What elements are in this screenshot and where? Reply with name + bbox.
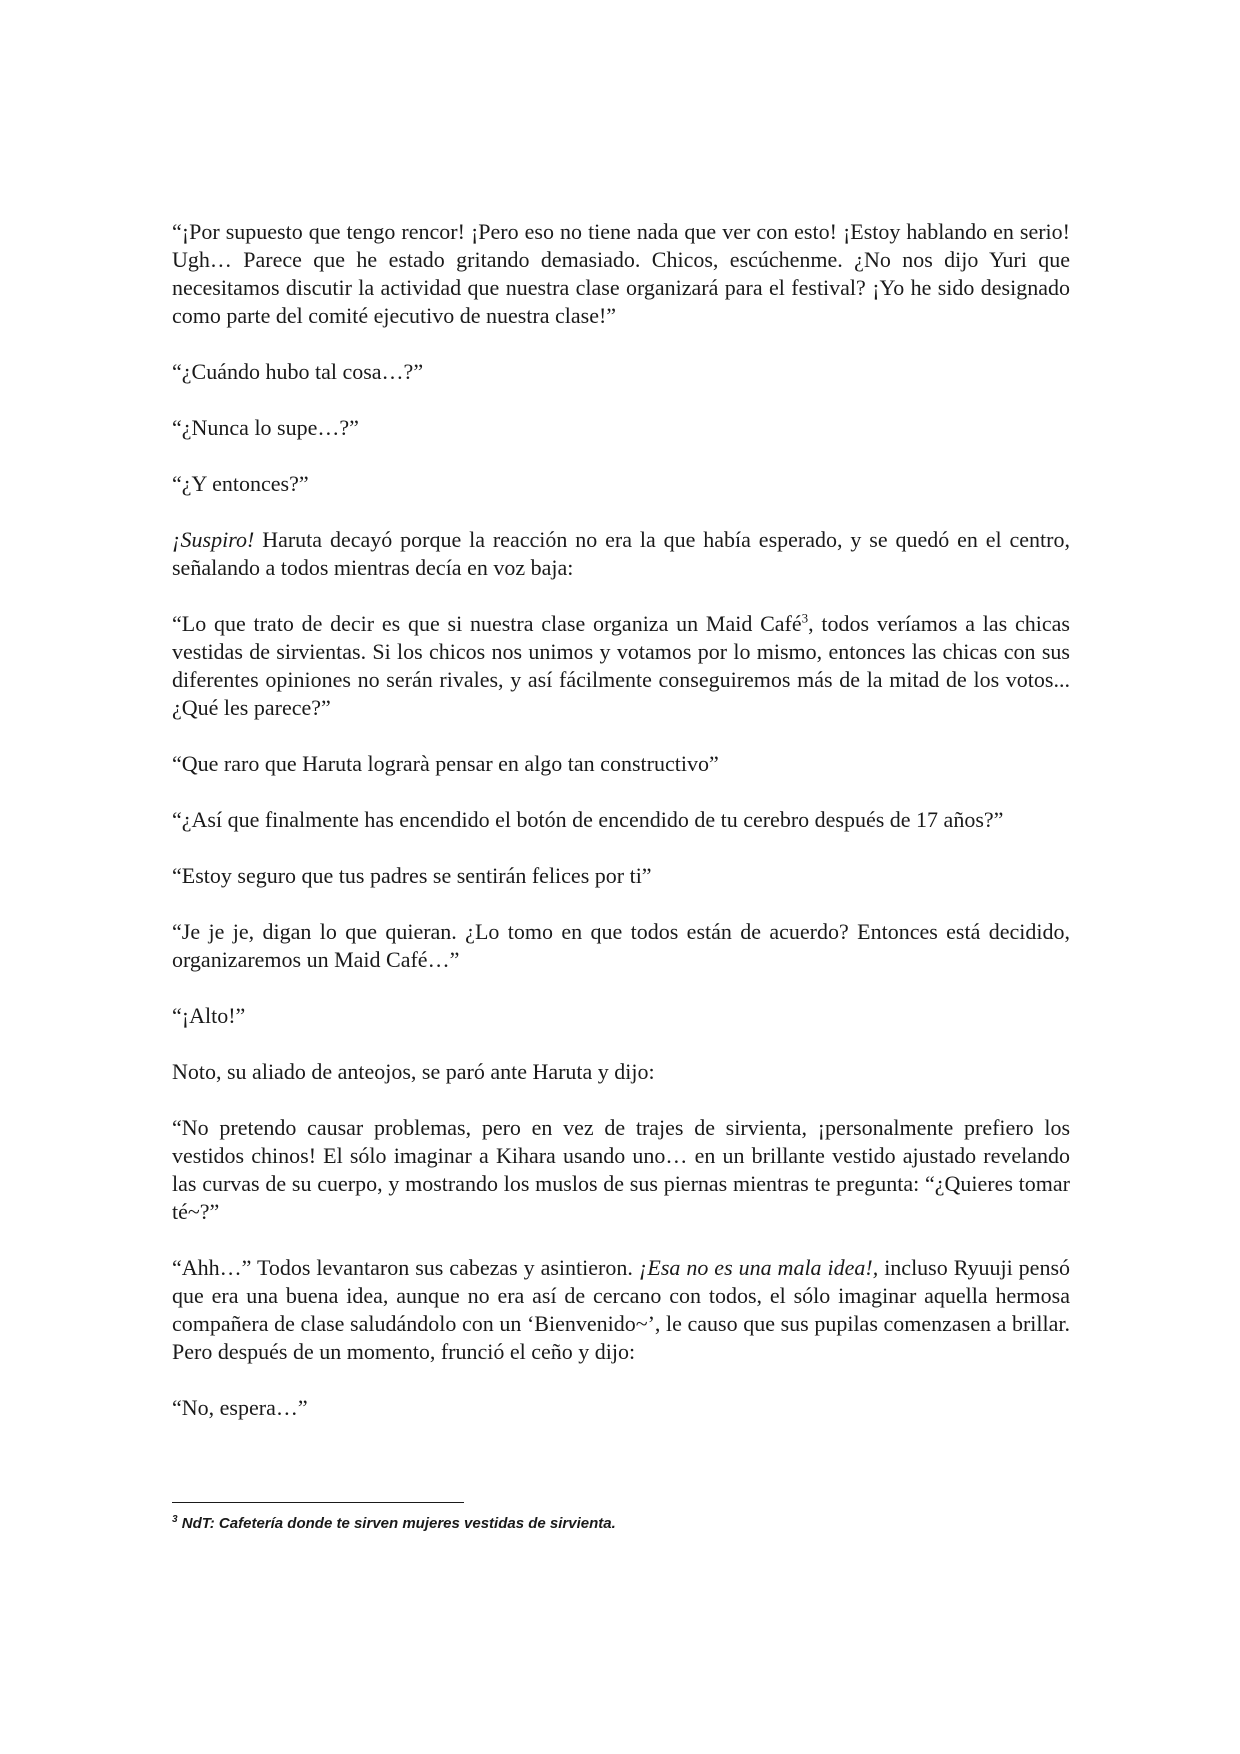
paragraph-14-start: “Ahh…” Todos levantaron sus cabezas y asintieron. xyxy=(172,1255,639,1280)
paragraph-6-end: , todos veríamos a las chicas vestidas de sirvientas. Si los chicos nos unimos y votamos por lo mismo, entonces las chicas con sus diferentes opiniones no serán rivales, y así fácilmente conseguiremos más de la mitad de los votos... ¿Qué les parece?” xyxy=(172,611,1070,720)
paragraph-5-italic: ¡Suspiro! xyxy=(172,527,255,552)
paragraph-8: “¿Así que finalmente has encendido el botón de encendido de tu cerebro después de 17 años?” xyxy=(172,807,1004,832)
footnote xyxy=(172,1514,1070,1534)
paragraph-5 xyxy=(172,526,1070,582)
paragraph-15: “No, espera…” xyxy=(172,1395,308,1420)
footnote-reference: 3 xyxy=(801,610,809,626)
footnote-text: NdT: Cafetería donde te sirven mujeres vestidas de sirvienta. xyxy=(177,1515,616,1532)
paragraph-9: “Estoy seguro que tus padres se sentirán felices por ti” xyxy=(172,863,652,888)
paragraph-1: “¡Por supuesto que tengo rencor! ¡Pero eso no tiene nada que ver con esto! ¡Estoy hablando en serio! Ugh… Parece que he estado gritando demasiado. Chicos, escúchenme. ¿No nos dijo Yuri que necesitamos discutir la actividad que nuestra clase organizará para el festival? ¡Yo he sido designado como parte del comité ejecutivo de nuestra clase!” xyxy=(172,219,1070,328)
paragraph-14-end: incluso Ryuuji pensó que era una buena idea, aunque no era así de cercano con todos, el sólo imaginar aquella hermosa compañera de clase saludándolo con un ‘Bienvenido~’, le causo que sus pupilas comenzasen a brillar. Pero después de un momento, frunció el ceño y dijo: xyxy=(172,1255,1071,1364)
paragraph-6 xyxy=(172,610,1070,722)
paragraph-6-start: “Lo que trato de decir es que si nuestra clase organiza un Maid Café xyxy=(172,611,802,636)
paragraph-7: “Que raro que Haruta lograrà pensar en algo tan constructivo” xyxy=(172,751,719,776)
footnote-number: 3 xyxy=(172,1514,178,1525)
footnote-separator xyxy=(172,1502,464,1503)
paragraph-14 xyxy=(172,1254,1070,1366)
paragraph-11: “¡Alto!” xyxy=(172,1003,246,1028)
paragraph-14-italic: ¡Esa no es una mala idea!, xyxy=(638,1255,879,1280)
paragraph-13: “No pretendo causar problemas, pero en vez de trajes de sirvienta, ¡personalmente prefiero los vestidos chinos! El sólo imaginar a Kihara usando uno… en un brillante vestido ajustado revelando las curvas de su cuerpo, y mostrando los muslos de sus piernas mientras te pregunta: “¿Quieres tomar té~?” xyxy=(172,1115,1070,1224)
body-text xyxy=(172,218,1070,1422)
paragraph-12: Noto, su aliado de anteojos, se paró ante Haruta y dijo: xyxy=(172,1059,655,1084)
paragraph-3: “¿Nunca lo supe…?” xyxy=(172,415,359,440)
paragraph-2: “¿Cuándo hubo tal cosa…?” xyxy=(172,359,424,384)
paragraph-4: “¿Y entonces?” xyxy=(172,471,309,496)
paragraph-10: “Je je je, digan lo que quieran. ¿Lo tomo en que todos están de acuerdo? Entonces está decidido, organizaremos un Maid Café…” xyxy=(172,919,1070,972)
paragraph-5-rest: Haruta decayó porque la reacción no era la que había esperado, y se quedó en el centro, señalando a todos mientras decía en voz baja: xyxy=(172,527,1070,580)
